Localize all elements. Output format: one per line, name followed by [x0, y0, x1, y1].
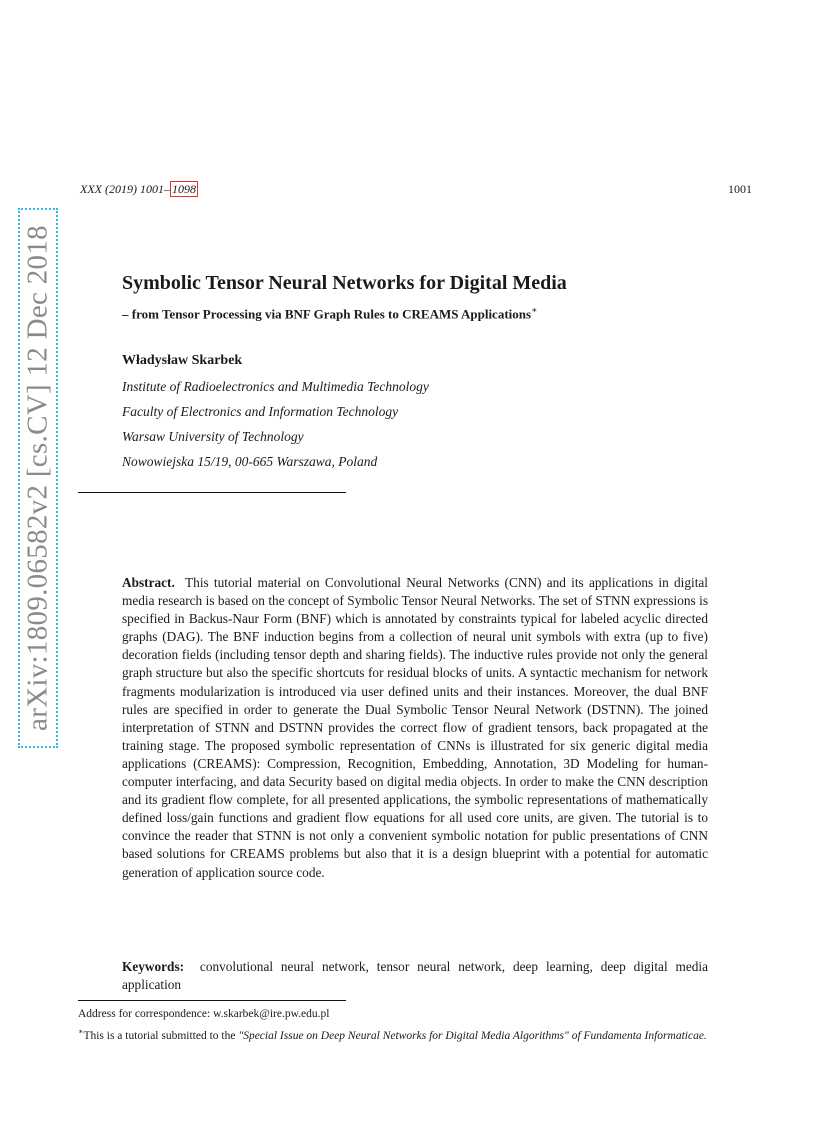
page-number: 1001 — [728, 182, 752, 196]
journal-citation: XXX (2019) 1001– — [80, 182, 170, 196]
subtitle-footnote-mark[interactable]: ∗ — [531, 305, 538, 315]
correspondence-address: Address for correspondence: w.skarbek@ire.pw.edu.pl — [78, 1008, 330, 1020]
footnotes — [78, 1006, 754, 1045]
header-divider — [78, 492, 346, 493]
running-head — [80, 182, 198, 197]
tutorial-note-prefix: This is a tutorial submitted to the — [83, 1029, 236, 1042]
affiliation-line: Faculty of Electronics and Information Technology — [122, 404, 399, 419]
subtitle-text: – from Tensor Processing via BNF Graph Rules to CREAMS Applications — [122, 306, 532, 322]
abstract-label: Abstract. — [122, 575, 175, 590]
arxiv-stamp-text: arXiv:1809.06582v2 [cs.CV] 12 Dec 2018 — [21, 225, 54, 731]
abstract — [122, 574, 708, 882]
keywords — [122, 958, 708, 994]
arxiv-stamp[interactable] — [18, 208, 58, 748]
affiliation-line: Warsaw University of Technology — [122, 429, 304, 444]
special-issue-title: "Special Issue on Deep Neural Networks for Digital Media Algorithms" of Fundamenta Informaticae. — [238, 1029, 707, 1042]
keywords-label: Keywords: — [122, 959, 185, 974]
author-name: Władysław Skarbek — [122, 353, 243, 368]
paper-subtitle — [122, 305, 537, 322]
affiliation-line: Institute of Radioelectronics and Multimedia Technology — [122, 379, 429, 394]
paper-title: Symbolic Tensor Neural Networks for Digital Media — [122, 272, 567, 294]
footnote-mark: ∗ — [78, 1027, 84, 1036]
abstract-text: This tutorial material on Convolutional Neural Networks (CNN) and its applications in digital media research is based on the concept of Symbolic Tensor Neural Networks. The set of STNN expressions is specified in Backus-Naur Form (BNF) which is annotated by constraints typical for labeled acyclic directed graphs (DAG). The BNF induction begins from a collection of neural unit symbols with extra (up to five) decoration fields (including tensor depth and sharing fields). The inductive rules provide not only the general graph structure but also the specific shortcuts for residual blocks of units. A syntactic mechanism for network fragments modularization is introduced via user defined units and their instances. Moreover, the dual BNF rules are specified in order to generate the Dual Symbolic Tensor Neural Network (DSTNN). The joined interpretation of STNN and DSTNN provides the correct flow of gradient tensors, back propagated at the training stage. The proposed symbolic representation of CNNs is illustrated for six generic digital media applications (CREAMS): Compression, Recognition, Embedding, Annotation, 3D Modeling for human-computer interfacing, and data Security based on digital media objects. In order to make the CNN description and its gradient flow complete, for all presented applications, the symbolic representations of mathematically defined loss/gain functions and gradient flow equations for all used core units, are given. The tutorial is to convince the reader that STNN is not only a convenient symbolic notation for public presentations of CNN based solutions for CREAMS problems but also that it is a design blueprint with a potential for automatic generation of application source code. — [122, 575, 708, 880]
tutorial-note — [78, 1023, 754, 1045]
affiliation-line: Nowowiejska 15/19, 00-665 Warszawa, Poland — [122, 454, 378, 469]
last-page-link[interactable]: 1098 — [171, 182, 196, 196]
keywords-text: convolutional neural network, tensor neural network, deep learning, deep digital media application — [122, 959, 708, 992]
footnote-divider — [78, 1000, 346, 1001]
